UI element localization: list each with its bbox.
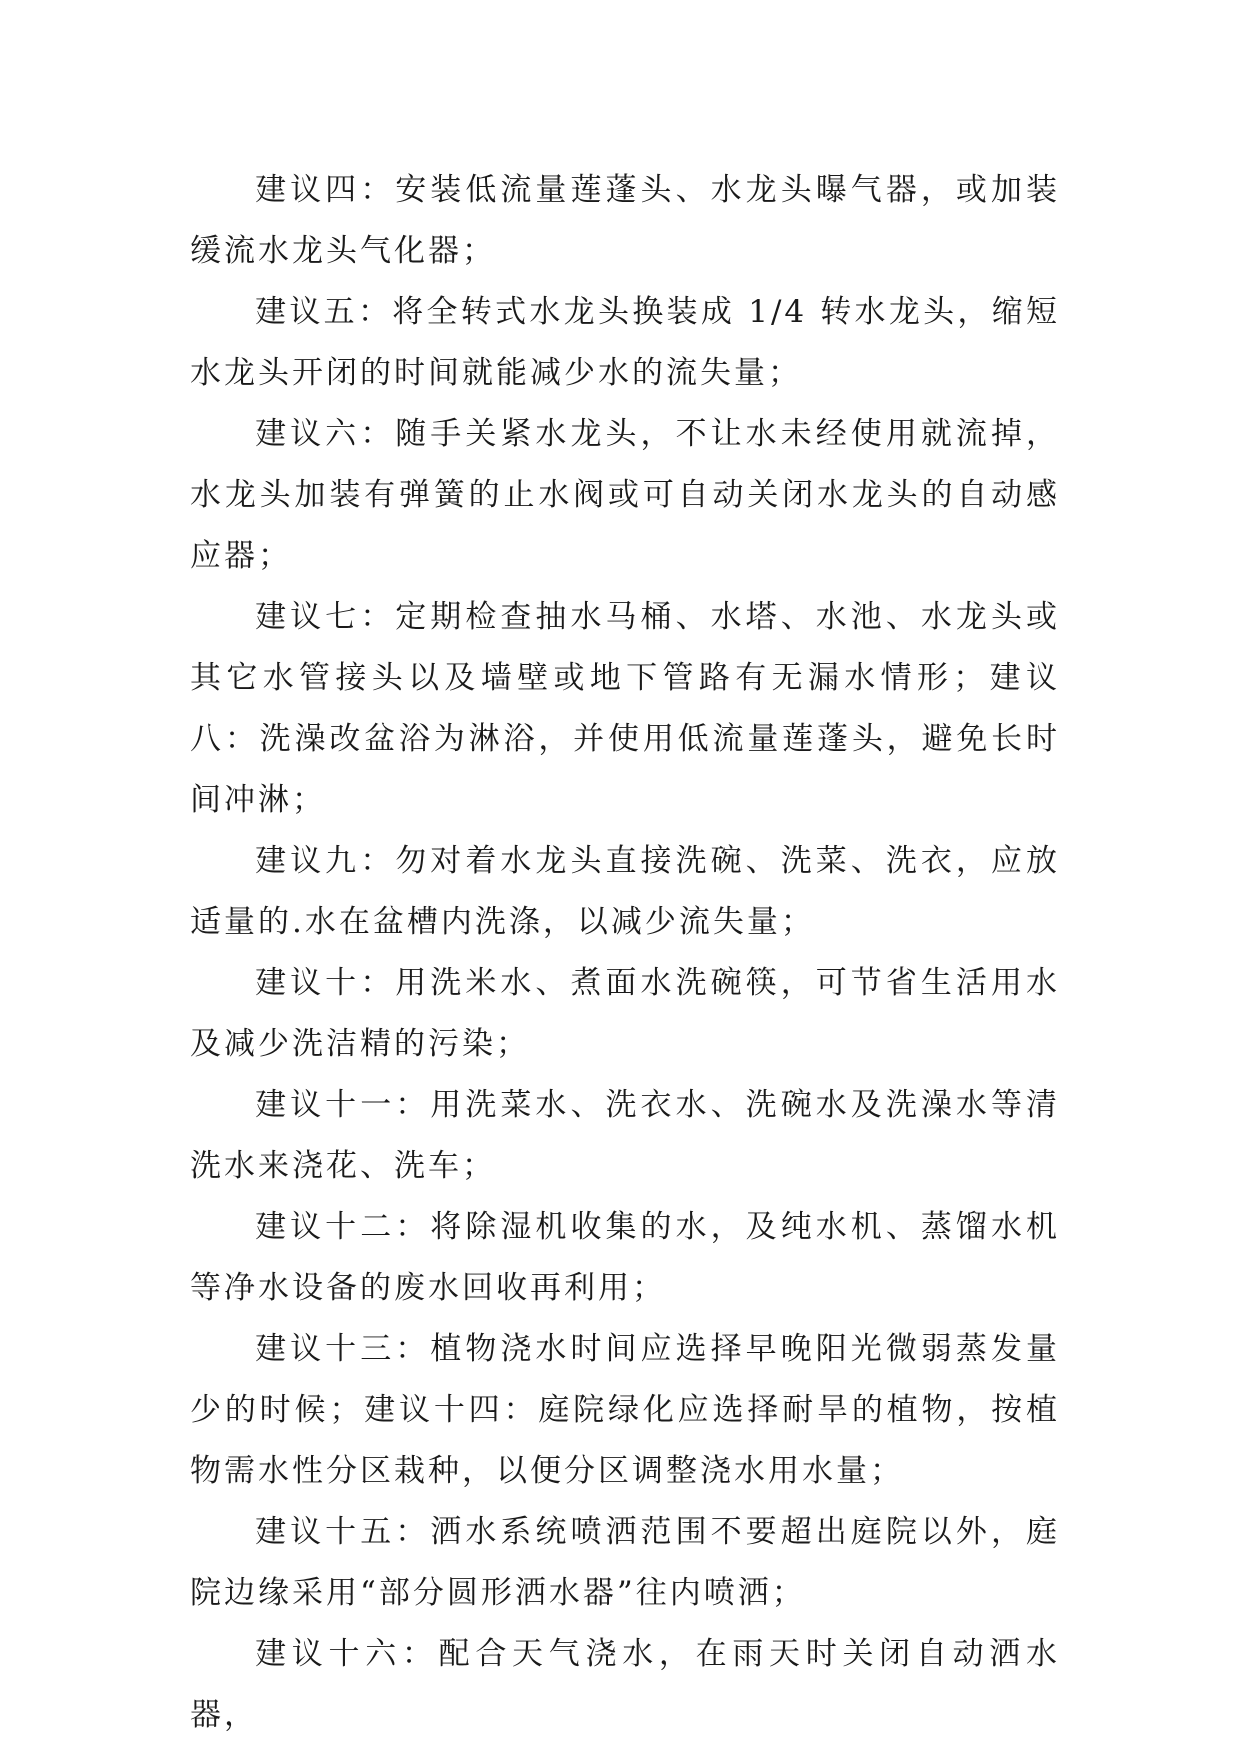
paragraph-suggestion-4: 建议四：安装低流量莲蓬头、水龙头曝气器，或加装缓流水龙头气化器； xyxy=(190,172,1060,269)
paragraph-suggestion-15: 建议十五：洒水系统喷洒范围不要超出庭院以外，庭院边缘采用“部分圆形洒水器”往内喷洒； xyxy=(190,1514,1060,1611)
paragraph-suggestion-13-14: 建议十三：植物浇水时间应选择早晚阳光微弱蒸发量少的时候；建议十四：庭院绿化应选择耐旱的植物，按植物需水性分区栽种，以便分区调整浇水用水量； xyxy=(190,1331,1060,1489)
paragraph-suggestion-6: 建议六：随手关紧水龙头，不让水未经使用就流掉，水龙头加装有弹簧的止水阀或可自动关闭水龙头的自动感应器； xyxy=(190,416,1060,574)
paragraph-suggestion-5: 建议五：将全转式水龙头换装成 1/4 转水龙头，缩短水龙头开闭的时间就能减少水的流失量； xyxy=(190,294,1060,391)
paragraph-suggestion-11: 建议十一：用洗菜水、洗衣水、洗碗水及洗澡水等清洗水来浇花、洗车； xyxy=(190,1087,1060,1184)
paragraph-suggestion-10: 建议十：用洗米水、煮面水洗碗筷，可节省生活用水及减少洗洁精的污染； xyxy=(190,965,1060,1062)
paragraph-suggestion-9: 建议九：勿对着水龙头直接洗碗、洗菜、洗衣，应放适量的.水在盆槽内洗涤，以减少流失量； xyxy=(190,843,1060,940)
document-body xyxy=(190,160,1060,1746)
paragraph-suggestion-16: 建议十六：配合天气浇水，在雨天时关闭自动洒水器， xyxy=(190,1636,1060,1733)
paragraph-suggestion-12: 建议十二：将除湿机收集的水，及纯水机、蒸馏水机等净水设备的废水回收再利用； xyxy=(190,1209,1060,1306)
paragraph-suggestion-7-8: 建议七：定期检查抽水马桶、水塔、水池、水龙头或其它水管接头以及墙壁或地下管路有无漏水情形；建议八：洗澡改盆浴为淋浴，并使用低流量莲蓬头，避免长时间冲淋； xyxy=(190,599,1060,818)
